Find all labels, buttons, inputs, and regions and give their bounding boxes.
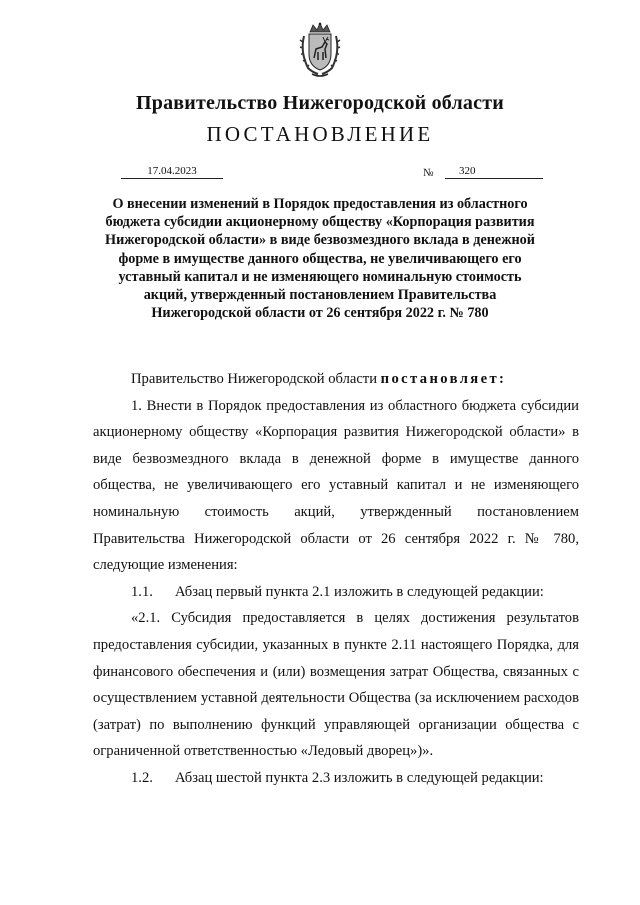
intro-prefix: Правительство Нижегородской области: [131, 371, 381, 387]
paragraph-1: 1. Внести в Порядок предоставления из областного бюджета субсидии акционерному обществу «Корпорация развития Нижегородской области» в виде безвозмездного вклада в денежной форме в имуществе данного общества, не увеличивающего его уставный капитал и не изменяющего номинальную стоимость акций, утвержденный постановлением Правительства Нижегородской области от 26 сентября 2022 г. № 780, следующие изменения:: [93, 397, 579, 574]
paragraph-1-2: [93, 765, 579, 792]
document-title: О внесении изменений в Порядок предоставления из областного бюджета субсидии акционерному обществу «Корпорация развития Нижегородской области» в виде безвозмездного вклада в денежной форме в имуществе данного общества, не увеличивающего его уставный капитал и не изменяющего номинальную стоимость акций, утвержденный постановлением Правительства Нижегородской области от 26 сентября 2022 г. № 780: [105, 196, 535, 322]
intro-verb: постановляет:: [380, 371, 507, 387]
intro-paragraph: [93, 366, 579, 393]
document-body: [93, 366, 579, 792]
paragraph-1-2-text: Абзац шестой пункта 2.3 изложить в следующей редакции:: [175, 769, 544, 786]
government-name: Правительство Нижегородской области: [136, 92, 504, 114]
coat-of-arms-icon: [298, 22, 342, 78]
document-date: 17.04.2023: [121, 164, 223, 179]
document-type: ПОСТАНОВЛЕНИЕ: [206, 122, 434, 146]
paragraph-1-1-text: Абзац первый пункта 2.1 изложить в следующей редакции:: [175, 583, 544, 600]
quoted-paragraph: «2.1. Субсидия предоставляется в целях достижения результатов предоставления субсидии, указанных в пункте 2.11 настоящего Порядка, для финансового обеспечения и (или) возмещения затрат Общества, связанных с осуществлением уставной деятельности Общества (за исключением расходов (затрат) по выполнению функций управляющей организации общества с ограниченной ответственностью «Ледовый дворец»)».: [93, 610, 579, 760]
paragraph-1-1: [93, 579, 579, 606]
document-number: 320: [445, 164, 543, 179]
paragraph-1-2-number: 1.2.: [131, 769, 153, 786]
number-label: №: [423, 167, 434, 179]
paragraph-1-1-number: 1.1.: [131, 583, 153, 600]
